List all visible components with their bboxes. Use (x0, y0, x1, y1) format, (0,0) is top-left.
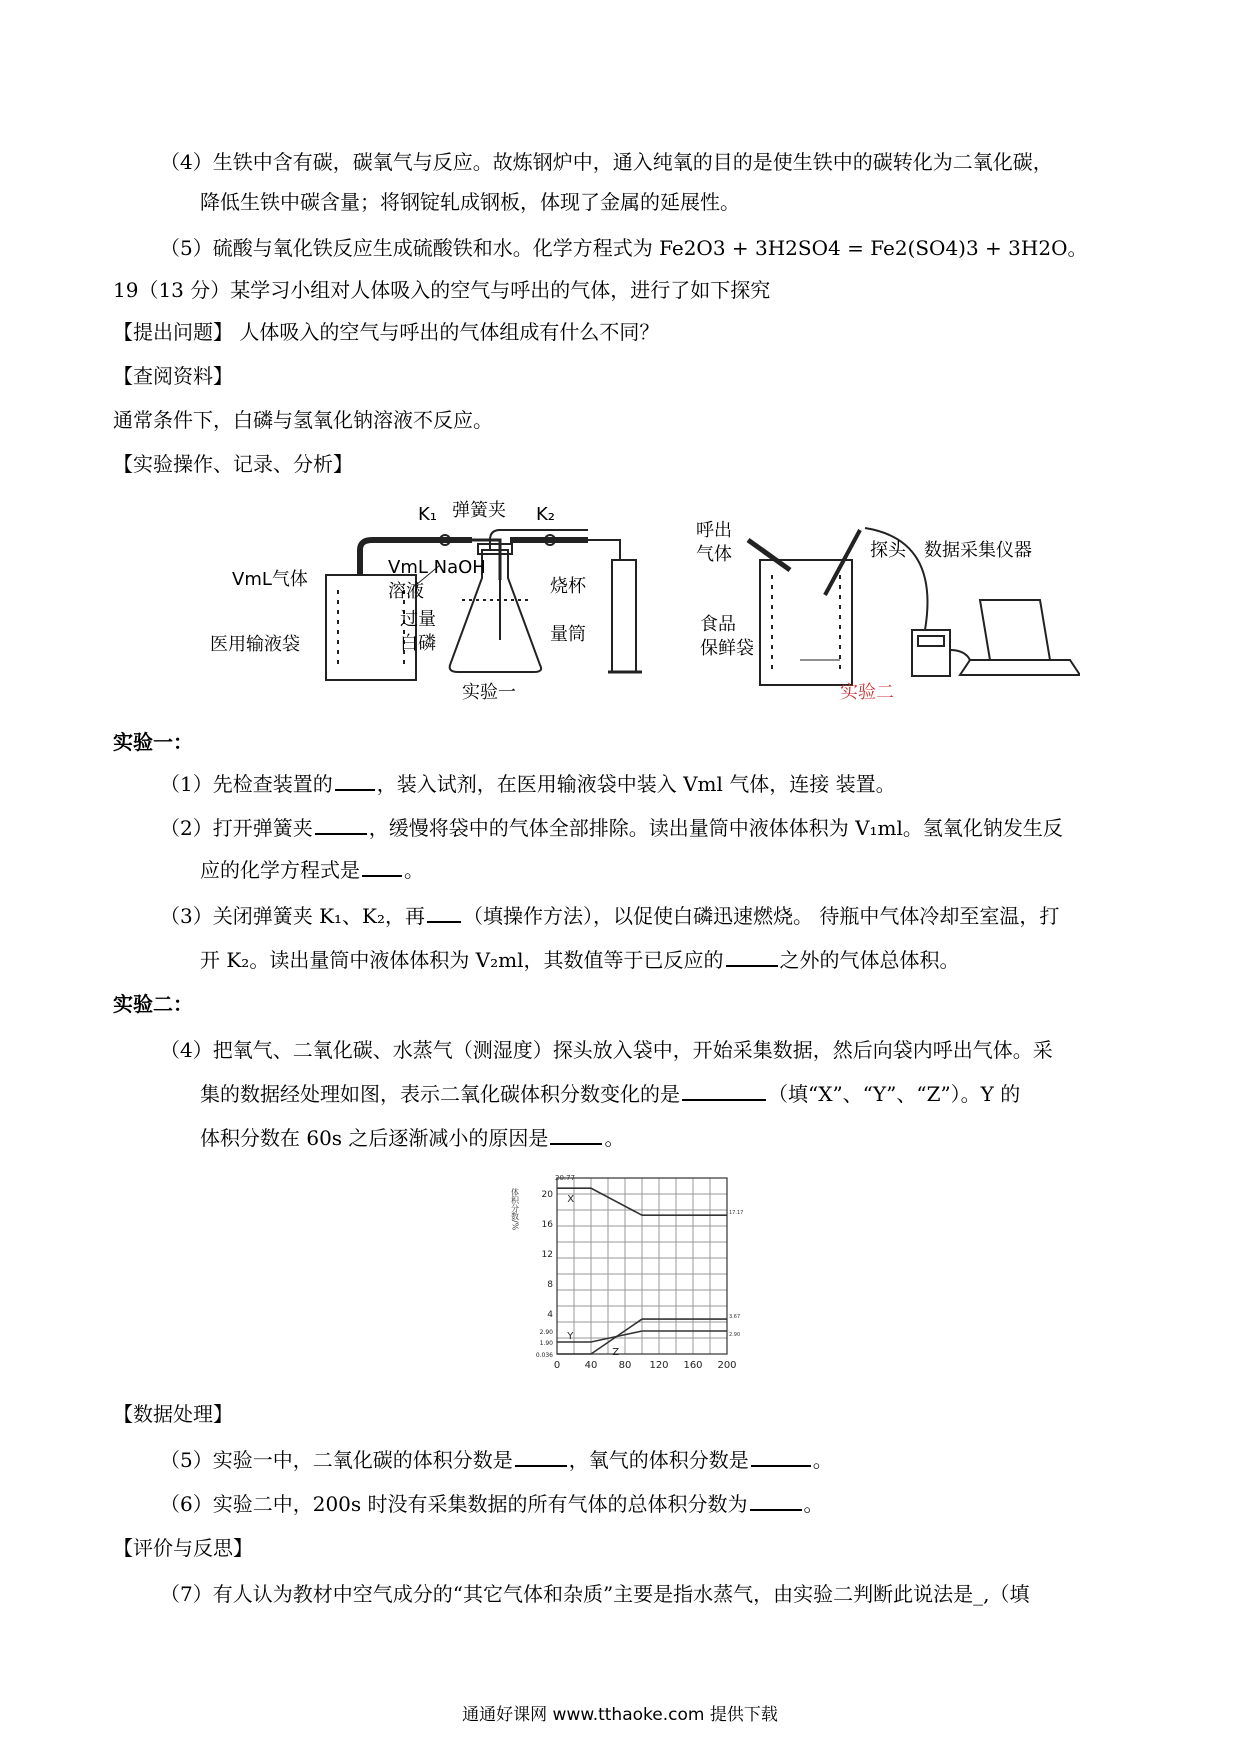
caption-exp2: 实验二 (840, 682, 894, 703)
blank-8[interactable] (515, 1447, 567, 1467)
x-tick-label: 0 (553, 1360, 561, 1371)
x-tick-label: 80 (618, 1360, 632, 1371)
y-tick-label: 8 (547, 1280, 553, 1290)
blank-3[interactable] (362, 857, 402, 877)
series-end-label-z: 3.67 (729, 1314, 741, 1321)
exp2-q4-e: 。 (604, 1126, 625, 1150)
exp2-q4-d: 体积分数在 60s 之后逐渐减小的原因是 (200, 1126, 549, 1150)
footer: 通通好课网 www.tthaoke.com 提供下载 (462, 1705, 778, 1725)
exp1-q1-b: ，装入试剂，在医用输液袋中装入 Vml 气体，连接 装置。 (376, 772, 896, 796)
label-beaker: 烧杯 (550, 576, 586, 597)
label-exhale-2: 气体 (696, 544, 732, 565)
x-tick-label: 120 (649, 1360, 669, 1371)
laptop-shape (980, 600, 1050, 660)
exp2-q4-line-3 (200, 1124, 624, 1152)
operation-heading: 【实验操作、记录、分析】 (113, 452, 353, 476)
exp1-q2-c: 应的化学方程式是 (200, 858, 360, 882)
gas-fraction-chart (505, 1168, 745, 1390)
para-5: （5）硫酸与氧化铁反应生成硫酸铁和水。化学方程式为 Fe2O3 + 3H2SO4 = Fe2(SO4)3 + 3H2O。 (160, 236, 1088, 260)
blank-1[interactable] (335, 771, 375, 791)
data-q6-a: （6）实验二中，200s 时没有采集数据的所有气体的总体积分数为 (160, 1492, 748, 1516)
data-q6-b: 。 (803, 1492, 824, 1516)
y-axis-label: 体积分数/% (510, 1188, 520, 1231)
exp1-q3 (160, 902, 1059, 930)
exp2-heading: 实验二： (113, 992, 193, 1016)
x-tick-label: 200 (717, 1360, 737, 1371)
exp1-heading: 实验一： (113, 730, 193, 754)
label-food-1: 食品 (700, 614, 736, 635)
label-solution: 溶液 (388, 581, 424, 602)
data-q5-c: 。 (812, 1448, 833, 1472)
y-tick-label: 4 (547, 1310, 553, 1320)
label-excess: 过量 (400, 609, 436, 630)
exp2-q4-c: （填“X”、“Y”、“Z”）。Y 的 (768, 1082, 1021, 1106)
blank-7[interactable] (550, 1125, 602, 1145)
data-heading: 【数据处理】 (113, 1402, 233, 1426)
label-naoh: VmL NaOH (388, 557, 486, 578)
y-tick-label: 20 (541, 1190, 553, 1200)
exp1-q3-c: 开 K₂。读出量筒中液体体积为 V₂ml，其数值等于已反应的 (200, 948, 724, 972)
label-cylinder: 量筒 (550, 624, 586, 645)
exp1-q1-a: （1）先检查装置的 (160, 772, 333, 796)
exp1-q3-cont (200, 946, 960, 974)
exp2-q4-line-2 (200, 1080, 1020, 1108)
blank-9[interactable] (751, 1447, 811, 1467)
x-tick-label: 40 (584, 1360, 598, 1371)
data-q5-b: ，氧气的体积分数是 (568, 1448, 749, 1472)
data-q5 (160, 1446, 833, 1474)
blank-2[interactable] (315, 815, 367, 835)
y-tick-label: 0.036 (535, 1352, 553, 1359)
top-left-label: 20.77 (555, 1174, 576, 1182)
food-bag-shape (760, 560, 852, 685)
series-end-label-x: 17.17 (729, 1210, 744, 1217)
blank-4[interactable] (427, 903, 461, 923)
label-probe: 探头 (870, 540, 906, 561)
exp1-q3-d: 之外的气体总体积。 (779, 948, 960, 972)
y-tick-label: 16 (541, 1220, 553, 1230)
exp1-q2 (160, 814, 1063, 842)
series-label-x: X (567, 1194, 575, 1206)
series-label-z: Z (612, 1347, 620, 1359)
label-collector: 数据采集仪器 (924, 540, 1032, 561)
question-19: 19（13 分）某学习小组对人体吸入的空气与呼出的气体，进行了如下探究 (113, 278, 771, 302)
exp1-q3-a: （3）关闭弹簧夹 K₁、K₂，再 (160, 904, 425, 928)
exp1-q2-d: 。 (404, 858, 424, 882)
label-k1: K₁ (418, 504, 438, 525)
exp1-q1 (160, 770, 896, 798)
blank-10[interactable] (750, 1491, 802, 1511)
label-exhale-1: 呼出 (696, 520, 732, 541)
para-4-line-2: 降低生铁中碳含量；将钢锭轧成钢板，体现了金属的延展性。 (200, 190, 740, 214)
label-food-2: 保鲜袋 (700, 638, 754, 659)
evaluation-heading: 【评价与反思】 (113, 1536, 253, 1560)
reference-heading: 【查阅资料】 (113, 364, 233, 388)
series-label-y: Y (567, 1331, 574, 1342)
blank-6[interactable] (682, 1081, 766, 1101)
y-tick-label: 2.90 (539, 1329, 553, 1336)
cylinder-shape (612, 560, 636, 672)
y-tick-label: 1.90 (539, 1340, 553, 1347)
exp2-q4-b: 集的数据经处理如图，表示二氧化碳体积分数变化的是 (200, 1082, 680, 1106)
experiment-figure (200, 500, 1080, 705)
x-tick-label: 160 (683, 1360, 703, 1371)
label-spring-clip: 弹簧夹 (452, 500, 506, 521)
label-infusion-bag: 医用输液袋 (210, 634, 300, 655)
blank-5[interactable] (726, 947, 778, 967)
exp1-q2-b: ，缓慢将袋中的气体全部排除。读出量筒中液体体积为 V₁ml。氢氧化钠发生反 (368, 816, 1063, 840)
caption-exp1: 实验一 (462, 682, 516, 703)
reference-text: 通常条件下，白磷与氢氧化钠溶液不反应。 (113, 408, 493, 432)
question-heading: 【提出问题】 人体吸入的空气与呼出的气体组成有什么不同？ (113, 320, 660, 344)
exp1-q3-b: （填操作方法），以促使白磷迅速燃烧。 待瓶中气体冷却至室温，打 (463, 904, 1060, 928)
exp1-q2-a: （2）打开弹簧夹 (160, 816, 313, 840)
para-4-line-1: （4）生铁中含有碳，碳氧气与反应。故炼钢炉中，通入纯氧的目的是使生铁中的碳转化为二氧化碳， (160, 150, 1053, 174)
exp1-q2-cont (200, 856, 424, 884)
exp2-q4-line-1: （4）把氧气、二氧化碳、水蒸气（测湿度）探头放入袋中，开始采集数据，然后向袋内呼出气体。采 (160, 1038, 1053, 1062)
label-k2: K₂ (536, 504, 556, 525)
label-white-phosphorus: 白磷 (400, 633, 436, 654)
y-tick-label: 12 (541, 1250, 553, 1260)
data-q6 (160, 1490, 824, 1518)
eval-q7: （7）有人认为教材中空气成分的“其它气体和杂质”主要是指水蒸气，由实验二判断此说法是_,（填 (160, 1582, 1030, 1606)
label-gas: VmL气体 (232, 569, 308, 590)
data-q5-a: （5）实验一中，二氧化碳的体积分数是 (160, 1448, 513, 1472)
series-end-label-y: 2.90 (729, 1332, 741, 1338)
